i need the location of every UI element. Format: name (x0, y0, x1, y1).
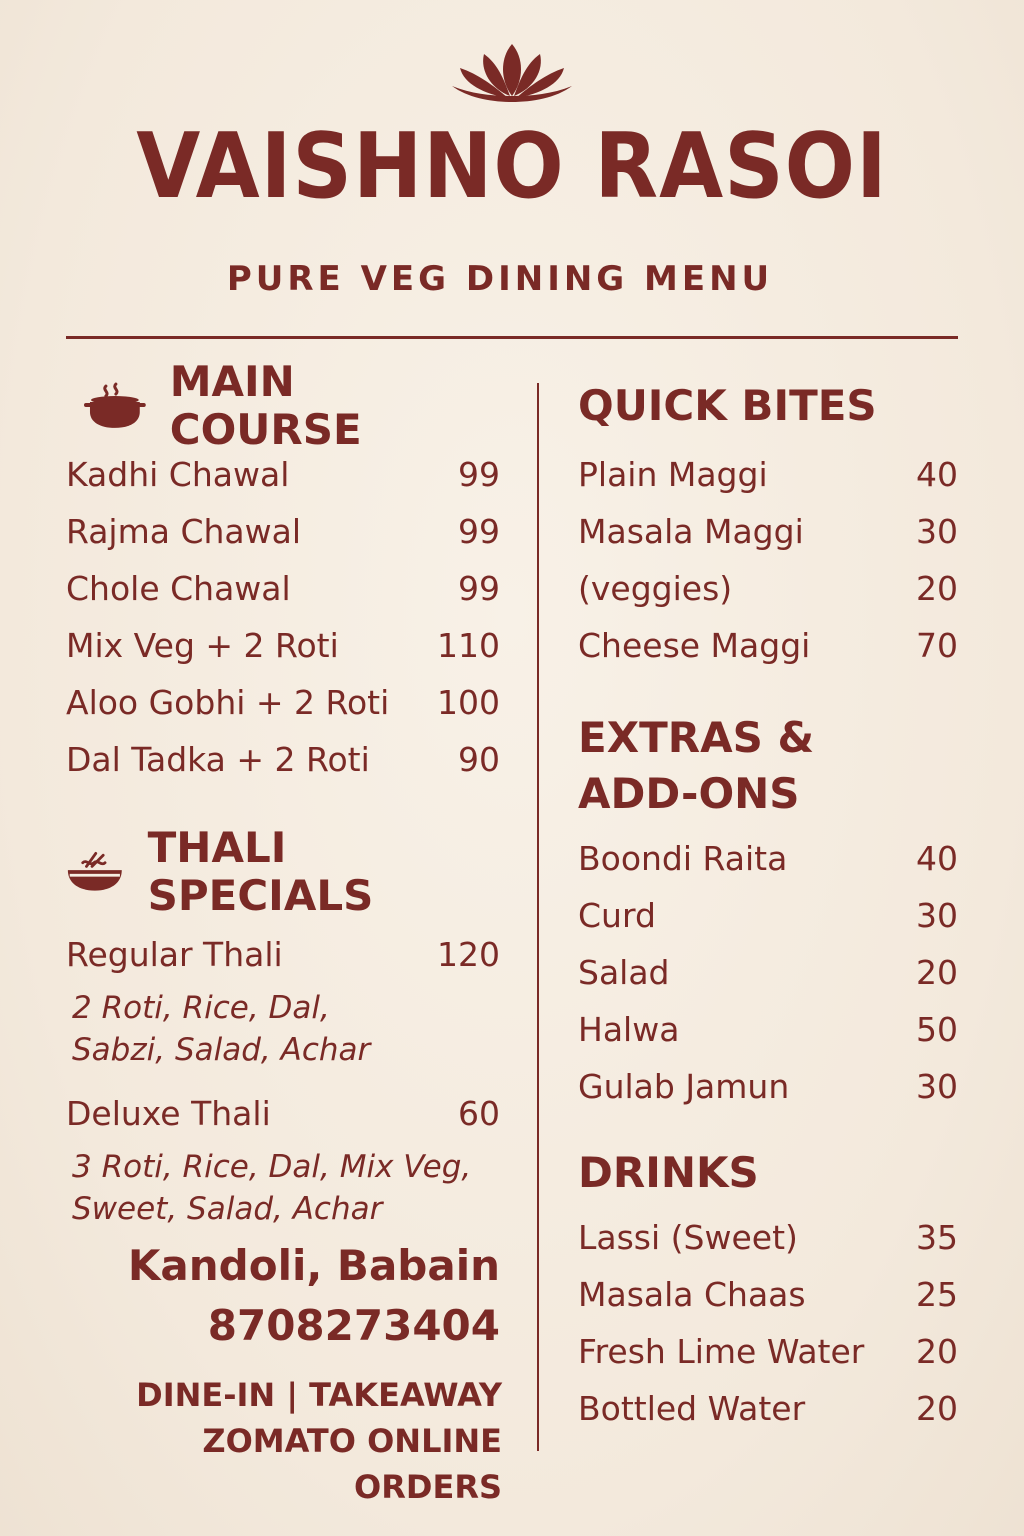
menu-item (578, 944, 958, 1001)
item-price: 35 (916, 1218, 958, 1257)
column-divider (537, 383, 539, 1451)
item-price: 99 (458, 569, 500, 608)
item-name: Regular Thali (66, 935, 283, 974)
quick-bites-heading (578, 380, 958, 432)
item-price: 40 (916, 455, 958, 494)
menu-item (578, 1058, 958, 1115)
item-price: 20 (916, 1332, 958, 1371)
header-divider (66, 336, 958, 339)
item-price: 30 (916, 512, 958, 551)
extras-title-line2: ADD-ONS (578, 769, 800, 818)
item-price: 25 (916, 1275, 958, 1314)
menu-item (578, 503, 958, 560)
menu-item (578, 830, 958, 887)
drinks-heading (578, 1145, 958, 1201)
drinks-title: DRINKS (578, 1148, 759, 1197)
menu-item (66, 926, 500, 983)
main-course-heading (84, 357, 500, 454)
item-name: Aloo Gobhi + 2 Roti (66, 683, 390, 722)
menu-tagline: PURE VEG DINING MENU (226, 259, 774, 299)
item-price: 110 (437, 626, 500, 665)
extras-title-line1: EXTRAS & (578, 713, 815, 762)
menu-item (578, 560, 958, 617)
item-price: 90 (458, 740, 500, 779)
contact-block (66, 1236, 500, 1356)
item-name: Boondi Raita (578, 839, 788, 878)
item-name: Salad (578, 953, 670, 992)
item-price: 20 (916, 1389, 958, 1428)
item-name: Deluxe Thali (66, 1094, 271, 1133)
item-name: Halwa (578, 1010, 680, 1049)
item-name: Lassi (Sweet) (578, 1218, 798, 1257)
item-name: Mix Veg + 2 Roti (66, 626, 339, 665)
item-name: Masala Maggi (578, 512, 804, 551)
item-description: Sweet, Salad, Achar (72, 1191, 383, 1227)
menu-item (578, 446, 958, 503)
menu-item (66, 503, 500, 560)
thali-specials-heading (66, 824, 500, 920)
service-block (58, 1372, 502, 1510)
item-price: 20 (916, 953, 958, 992)
cooking-pot-icon (84, 382, 146, 430)
extras-list (578, 830, 958, 1115)
item-price: 120 (437, 935, 500, 974)
item-price: 99 (458, 455, 500, 494)
menu-item (66, 617, 500, 674)
quick-bites-title: QUICK BITES (578, 381, 877, 430)
menu-item (578, 617, 958, 674)
item-description: Sabzi, Salad, Achar (72, 1032, 371, 1068)
menu-item (66, 446, 500, 503)
item-name: Kadhi Chawal (66, 455, 290, 494)
item-price: 50 (916, 1010, 958, 1049)
menu-item (578, 1001, 958, 1058)
item-price: 40 (916, 839, 958, 878)
quick-bites-list (578, 446, 958, 674)
menu-item (578, 1323, 958, 1380)
item-name: Bottled Water (578, 1389, 806, 1428)
menu-item (66, 1085, 500, 1142)
item-price: 70 (916, 626, 958, 665)
bowl-icon (66, 848, 124, 896)
item-name: Plain Maggi (578, 455, 768, 494)
item-name: Fresh Lime Water (578, 1332, 865, 1371)
item-name: Gulab Jamun (578, 1067, 790, 1106)
item-price: 100 (437, 683, 500, 722)
thali-list (66, 926, 500, 1230)
item-name: Dal Tadka + 2 Roti (66, 740, 370, 779)
item-description: 2 Roti, Rice, Dal, (72, 990, 330, 1026)
drinks-list (578, 1209, 958, 1437)
service-modes: DINE-IN | TAKEAWAY (136, 1376, 502, 1414)
online-orders: ZOMATO ONLINE ORDERS (202, 1422, 502, 1506)
address: Kandoli, Babain (127, 1241, 500, 1290)
item-name: Cheese Maggi (578, 626, 811, 665)
lotus-icon (448, 40, 576, 104)
item-name: Rajma Chawal (66, 512, 302, 551)
menu-item (66, 731, 500, 788)
extras-heading (578, 710, 958, 822)
menu-item (578, 1380, 958, 1437)
item-name: Chole Chawal (66, 569, 291, 608)
thali-specials-title: THALI SPECIALS (147, 823, 374, 920)
item-price: 99 (458, 512, 500, 551)
phone-number: 8708273404 (207, 1301, 500, 1350)
item-price: 20 (916, 569, 958, 608)
main-course-list (66, 446, 500, 788)
left-column (66, 357, 500, 1230)
restaurant-name: VAISHNO RASOI (136, 114, 888, 219)
menu-item (66, 560, 500, 617)
item-description: 3 Roti, Rice, Dal, Mix Veg, (72, 1149, 472, 1185)
menu-item (578, 887, 958, 944)
menu-item (66, 674, 500, 731)
menu-item (578, 1209, 958, 1266)
item-name: Masala Chaas (578, 1275, 806, 1314)
menu-item (578, 1266, 958, 1323)
right-column (578, 380, 958, 1437)
item-price: 30 (916, 896, 958, 935)
item-name: Curd (578, 896, 656, 935)
item-name: (veggies) (578, 569, 733, 608)
main-course-title: MAIN COURSE (169, 357, 362, 454)
item-price: 30 (916, 1067, 958, 1106)
item-price: 60 (458, 1094, 500, 1133)
